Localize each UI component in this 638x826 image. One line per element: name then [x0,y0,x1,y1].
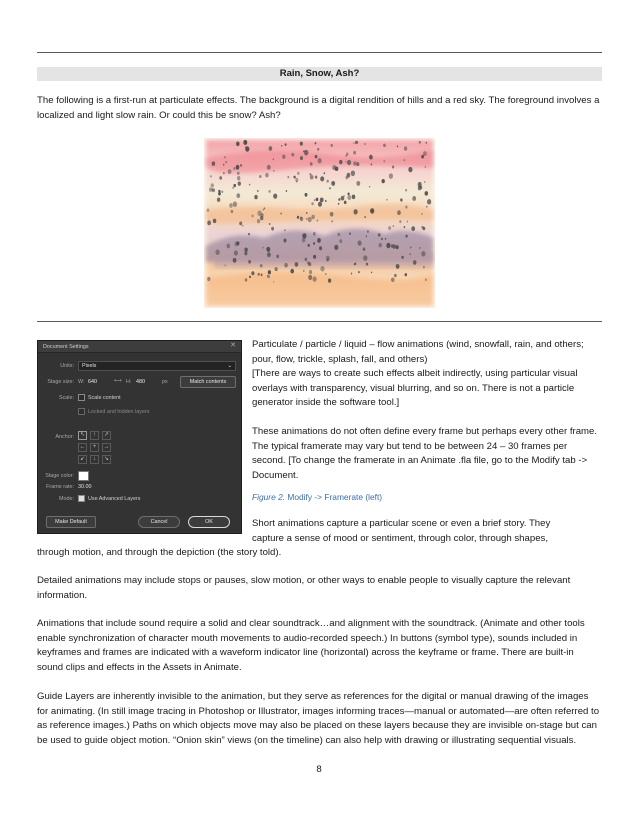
right-paragraph-1-text: Particulate / particle / liquid – flow animations (wind, snowfall, rain, and others; pour, flow, trickle, splash, fall, and others) [252,339,584,365]
rain-drop [295,178,298,182]
guide-layers-paragraph: Guide Layers are inherently invisible to the animation, but they serve as references for the digital or manual drawing of the images for animating. (In still image tracing in Photoshop or Illustrator, images informing traces—manual or automated—are often referred to as reference images.) Paths on which objects move may also be placed on these layers because they are invisible on-stage but can be used to guide object motion. “Onion skin” views (on the timeline) can also help with drawing or illustrating sequential visuals. [37,691,600,746]
anchor-top-right[interactable]: ↗ [103,432,110,438]
detailed-animations-paragraph: Detailed animations may include stops or pauses, slow motion, or other ways to enable people to visually capture the relevant information. [37,575,571,601]
rain-drop [294,176,296,179]
rain-drop [257,210,261,216]
rain-drop [425,191,429,196]
rain-drop [281,145,282,147]
rain-drop [339,160,342,164]
rain-drop [245,146,246,148]
rain-drop [325,200,327,202]
rain-drop [392,166,394,169]
rain-drop [423,227,426,231]
rain-drop [268,270,271,274]
rain-drop [338,198,340,201]
rain-drop [223,172,225,174]
rain-drop [276,255,279,258]
mode-label: Mode: [59,496,74,502]
right-paragraph-1-note: [There are ways to create such effects albeit indirectly, using particular visual overlays with transparency, visual blurring, and so on. There is not a particle generator inside the software tool.] [252,368,578,409]
rain-drop [343,195,344,197]
rain-drop [356,162,359,166]
close-icon[interactable]: ✕ [230,342,236,349]
rain-drop [366,263,368,266]
stage-size-label: Stage size: [47,379,74,385]
units-value: Pixels [82,363,97,369]
rain-drop [284,239,287,243]
rain-drop [207,277,210,281]
chevron-down-icon: ⌄ [227,363,232,369]
rain-drop [410,246,412,248]
rain-drop [400,198,402,201]
rain-drop [303,150,305,152]
rain-drop [409,253,410,255]
rain-drop [426,206,427,208]
rain-drop [337,233,340,237]
rain-drop [252,214,254,217]
scale-content-checkbox[interactable] [78,394,85,401]
frame-rate-label: Frame rate: [46,484,74,490]
rain-drop [320,197,324,202]
px-label: px [162,379,168,385]
rain-drop [354,209,358,214]
rain-drop [224,156,226,158]
rain-drop [421,213,422,215]
rain-drop [344,201,347,204]
rain-drop [300,142,303,146]
rain-drop [371,163,373,165]
rain-drop [371,272,372,274]
anchor-bottom-right[interactable]: ↘ [103,456,110,462]
rain-drop [425,278,427,281]
rain-drop [364,216,366,218]
rain-drop [405,206,407,209]
scale-content-label: Scale content [88,395,121,401]
rain-drop [327,259,329,262]
rain-drop [304,150,308,156]
rain-drop [273,158,275,160]
rain-drop [223,164,225,166]
scale-label: Scale: [59,395,74,401]
rain-drop [338,203,339,205]
right-paragraph-3-line-3: through motion, and through the depiction (the story told). [37,547,282,558]
rain-drop [378,243,381,247]
rain-drop [353,142,354,144]
rain-drop [211,183,214,187]
rain-drop [331,144,333,147]
rain-drop [262,247,264,249]
page-number: 8 [316,764,322,775]
anchor-right[interactable]: → [103,444,110,450]
w-input[interactable]: 640 [88,379,97,385]
rain-drop [260,264,263,268]
rain-drop [421,155,424,159]
rain-drop [358,240,362,245]
rain-drop [408,167,412,172]
rain-drop [319,246,322,250]
rain-drop [370,208,374,214]
right-paragraph-3-line-1: Short animations capture a particular scene or even a brief story. They [252,518,551,529]
rain-drop [423,151,427,156]
rain-drop [245,278,248,281]
rain-drop [426,142,428,144]
rain-drop [364,143,366,145]
rain-drop [213,219,216,224]
ok-button[interactable]: OK [188,516,230,528]
rain-drop [282,154,285,158]
rain-drop [348,193,350,196]
rain-drop [386,243,390,248]
anchor-bottom[interactable]: ↓ [90,455,99,464]
caption-text: Modify -> Framerate (left) [287,492,383,502]
rain-drop [356,181,360,186]
rain-drop [267,275,270,278]
rain-drop [404,226,406,228]
rain-drop [328,279,331,283]
rain-drop [258,273,260,276]
rain-drop [236,193,240,198]
rain-drop [302,233,306,239]
rain-drop [317,219,319,221]
rain-drop [275,267,278,271]
rain-drop [257,219,260,223]
rain-drop [367,230,369,233]
rain-drop [237,172,240,175]
rain-drop [318,202,322,207]
caption-prefix: Figure 2. [252,492,286,502]
anchor-label: Anchor: [55,434,74,440]
locked-hidden-label: Locked and hidden layers [88,409,150,415]
rain-drop [269,223,271,225]
rain-drop [219,176,222,180]
rain-drop [251,271,254,275]
rain-drop [385,238,387,240]
rain-drop [324,172,326,174]
rain-drop [284,263,288,268]
rain-drop [285,143,287,146]
rain-drop [249,276,251,279]
rain-drop [325,273,326,275]
h-input[interactable]: 480 [136,379,145,385]
rain-drop [273,193,277,198]
rain-drop [309,173,311,176]
advanced-layers-label: Use Advanced Layers [88,496,141,502]
rain-drop [297,172,299,175]
rain-drop [313,242,315,245]
rain-drop [215,249,219,255]
top-rule [37,52,602,53]
right-paragraph-1 [252,338,602,411]
rain-drop [307,261,310,264]
anchor-top[interactable]: ↑ [90,431,99,440]
rain-drop [273,281,274,283]
rain-drop [306,218,307,220]
rain-drop [265,173,269,178]
rain-drop [419,247,421,249]
rain-drop [386,199,387,201]
rain-drop [260,216,263,220]
section-heading: Rain, Snow, Ash? [37,67,602,81]
rain-drop [244,247,248,252]
rain-drop [267,252,271,257]
w-label: W: [78,379,85,385]
rain-drop [224,264,225,266]
rain-drop [327,180,329,183]
rain-drop [228,169,232,174]
rain-drop [212,189,214,191]
rain-drop [291,153,294,157]
right-paragraph-3-line-2: capture a sense of mood or sentiment, through color, through shapes, [252,533,548,544]
rain-drop [396,264,400,269]
rain-drop [217,198,220,202]
rain-drop [419,141,421,144]
rain-drop [259,175,261,178]
rain-drop [268,190,270,193]
rain-drop [391,277,395,282]
rain-drop [249,184,250,186]
rain-drop [378,233,381,237]
rain-drop [221,191,223,194]
rain-drop [352,194,356,199]
rain-drop [300,156,303,160]
rain-drop [397,146,398,148]
match-contents-button[interactable]: Match contents [180,376,236,388]
middle-rule [37,321,602,322]
anchor-grid [78,431,111,464]
rain-drop [363,255,367,261]
rain-drop [313,276,317,281]
rain-drop [347,160,351,165]
rain-drop [286,190,287,192]
rain-drop [311,215,314,219]
rain-drop [405,273,407,276]
locked-hidden-checkbox[interactable] [78,408,85,415]
rain-drop [309,270,312,274]
rain-drop [302,238,306,243]
rain-drop [234,250,238,255]
make-default-button[interactable]: Make Default [46,516,96,528]
rain-drop [287,176,289,179]
rain-drop [331,220,333,222]
rain-drop [313,232,316,236]
rain-drop [248,233,250,236]
rain-drop [227,244,231,249]
anchor-center[interactable]: + [90,443,99,452]
rain-drop [232,187,234,189]
rain-drop [238,181,241,185]
rain-drop [358,271,360,273]
rain-drop [315,175,317,178]
rain-drop [396,245,399,249]
rain-drop [404,159,406,161]
rain-drop [366,235,367,237]
rain-drop [212,161,215,166]
anchor-bottom-left[interactable]: ↙ [79,456,86,462]
rain-drop [267,165,271,170]
rain-drop [254,195,257,199]
rain-drop [353,151,356,155]
rain-drop [297,216,299,219]
rain-drop [240,164,242,167]
rain-drop [404,146,407,150]
rain-drop [207,221,211,226]
rain-drop [347,195,351,200]
rain-drop [236,141,240,146]
rain-drop [308,244,310,247]
rain-drop [421,251,425,256]
rain-drop [424,181,426,183]
rain-drop [242,225,244,227]
rain-drop [347,173,351,178]
rain-drop [425,166,427,168]
rain-drop [317,148,319,151]
rain-drop [306,212,307,214]
rain-drop [239,222,242,226]
rain-drop [381,238,383,240]
rain-drop [303,270,305,272]
rain-drop [394,274,397,277]
rain-drop [369,186,370,188]
document-settings-dialog [37,340,242,534]
right-paragraph-2: These animations do not often define every frame but perhaps every other frame. The typical framerate may vary but tend to be between 24 – 30 frames per second. [To change the framerate in an Animate .fla file, go to the Modify tab -> Document. [252,426,598,481]
dialog-title: Document Settings [38,341,241,353]
rain-drop [320,266,324,272]
rain-drop [248,260,251,264]
rain-drop [308,275,312,280]
rain-drop [280,213,281,215]
rain-drop [383,160,385,162]
rain-drop [399,220,401,223]
rain-drop [389,173,393,178]
rain-drop [271,227,274,231]
rain-drop [310,162,313,166]
rain-drop [310,175,314,180]
rain-drop [313,255,316,259]
rain-drop [427,199,431,205]
rain-drop [295,262,299,267]
rain-drop [351,273,352,275]
rain-drop [261,274,263,277]
rain-drop [300,217,302,220]
rain-drop [311,202,313,205]
rain-drop [363,247,366,251]
rain-drop [351,170,355,176]
link-icon[interactable]: ⟷ [114,378,122,384]
rain-drop [339,239,342,243]
rain-drop [349,233,351,235]
rain-hills-illustration [204,138,435,308]
rain-drop [345,161,346,163]
rain-drop [401,256,403,259]
rain-drop [233,258,237,263]
rain-drop [231,210,234,213]
anchor-top-left[interactable]: ↖ [79,432,86,438]
anchor-left[interactable]: ← [79,444,86,450]
rain-drop [317,238,321,243]
h-label: H: [126,379,132,385]
rain-drop [405,235,407,238]
rain-drop [335,167,338,172]
rain-drop [407,221,408,223]
stage-color-swatch[interactable] [78,471,89,481]
rain-drop [345,155,346,157]
rain-drop [397,210,401,215]
rain-drop [318,158,322,163]
rain-drop [413,260,417,265]
rain-drop [237,176,240,180]
rain-drop [207,208,210,211]
rain-drop [316,198,319,202]
rain-drop [369,155,373,160]
units-select[interactable] [78,361,236,371]
rain-drop [233,201,237,207]
rain-drop [329,187,331,189]
rain-drop [290,269,294,274]
rain-drop [423,266,425,269]
rain-drop [388,226,391,230]
rain-drop [382,179,385,183]
rain-drop [233,184,236,187]
rain-drop [393,244,396,248]
rain-drop [218,190,220,193]
sound-paragraph: Animations that include sound require a solid and clear soundtrack…and alignment with the soundtrack. (Animate and other tools enable synchronization of character mouth movements to audio-recorded speech.) In buttons (symbol type), sounds included in keyframes and frames are indicated with a waveform indicator line (horizontal) across the keyframe or frame. There are built-in sound clips and effects in the Assets in Animate. [37,618,585,673]
rain-drop [236,241,239,245]
rain-drop [243,140,247,145]
cancel-button[interactable]: Cancel [138,516,180,528]
rain-drop [383,144,386,148]
rain-drop [305,258,308,261]
rain-drop [284,229,286,231]
rain-drop [263,209,264,211]
intro-paragraph: The following is a first-run at particulate effects. The background is a digital rendition of hills and a red sky. The foreground involves a localized and light slow rain. Or could this be snow? Ash? [37,95,600,121]
rain-drop [210,175,212,177]
rain-drop [305,193,308,197]
rain-drop [315,142,317,144]
rain-drop [354,263,356,265]
rain-drop [229,203,233,208]
rain-drop [225,161,227,163]
rain-drop [236,165,240,170]
rain-drop [353,161,356,165]
rain-drop [233,167,235,170]
rain-drop [418,186,421,190]
rain-drop [355,141,358,145]
rain-drop [266,247,270,252]
figure-caption [252,490,602,505]
advanced-layers-checkbox[interactable] [78,495,85,502]
rain-drop [264,207,266,209]
rain-drop [314,199,315,201]
rain-drop [273,170,274,172]
rain-drop [308,217,312,222]
rain-drop [257,190,259,192]
rain-drop [405,189,407,192]
stage-color-label: Stage color: [45,473,74,479]
rain-drop [315,155,318,159]
rain-drop [269,146,273,151]
rain-drop [330,212,334,217]
rain-drop [320,176,324,181]
rain-drop [412,196,416,201]
rain-drop [411,226,415,231]
units-label: Units: [60,363,74,369]
rain-drop [393,225,394,227]
rain-drop [334,245,338,250]
rain-drop [331,181,335,186]
frame-rate-input[interactable]: 30.00 [78,484,92,490]
